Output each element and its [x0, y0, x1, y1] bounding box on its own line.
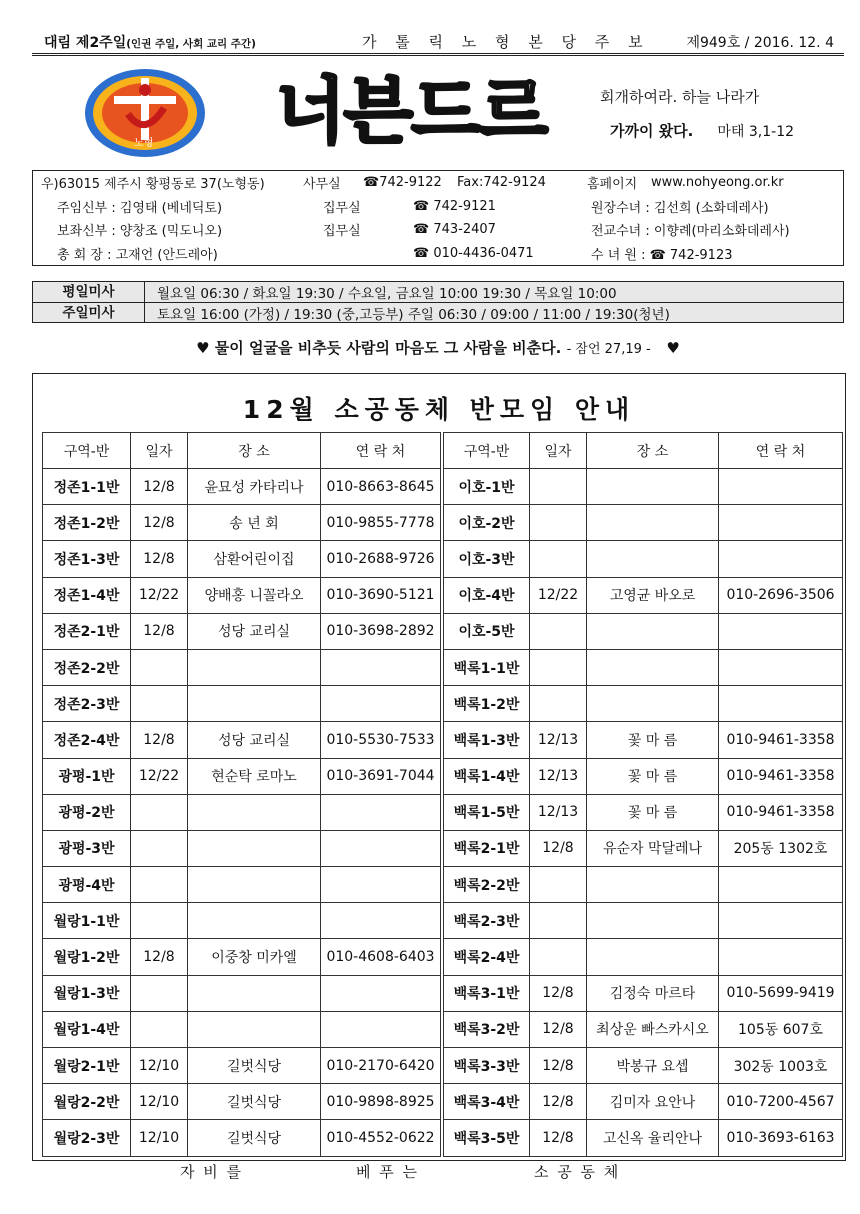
- cell-zone: 백록1-2반: [444, 686, 530, 722]
- cell-zone: 이호-1반: [444, 469, 530, 505]
- cell-date: 12/10: [131, 1048, 188, 1084]
- cell-date: 12/13: [530, 722, 587, 758]
- quote-text: ♥ 물이 얼굴을 비추듯 사람의 마음도 그 사람을 비춘다.: [196, 339, 562, 357]
- table-row: [444, 649, 843, 685]
- sister-head: 원장수녀 : 김선희 (소화데레사): [591, 200, 769, 216]
- office-label: 사무실: [303, 177, 341, 193]
- table-row: [43, 649, 441, 685]
- cell-contact: 010-2170-6420: [321, 1048, 441, 1084]
- cell-date: 12/10: [131, 1084, 188, 1120]
- cell-place: 이중창 미카엘: [188, 939, 321, 975]
- table-row: [444, 541, 843, 577]
- cell-contact: [321, 1011, 441, 1047]
- cell-zone: 월랑1-3반: [43, 975, 131, 1011]
- table-row: [43, 686, 441, 722]
- table-row: [43, 758, 441, 794]
- cell-zone: 광평-2반: [43, 794, 131, 830]
- cell-contact: 205동 1302호: [719, 830, 843, 866]
- cell-place: 현순탁 로마노: [188, 758, 321, 794]
- cell-zone: 백록2-3반: [444, 903, 530, 939]
- cell-contact: 010-3698-2892: [321, 613, 441, 649]
- table-row: [444, 1011, 843, 1047]
- table-row: [43, 1048, 441, 1084]
- cell-date: [131, 867, 188, 903]
- sunday-mass-row: [33, 302, 843, 322]
- cell-date: [530, 613, 587, 649]
- footer-word-2: 베 푸 는: [356, 1163, 420, 1181]
- cell-zone: 이호-3반: [444, 541, 530, 577]
- header-bar: [32, 30, 844, 56]
- homepage-label: 홈페이지: [587, 177, 638, 193]
- liturgical-week: [32, 32, 362, 52]
- cell-date: [530, 686, 587, 722]
- cell-zone: 이호-5반: [444, 613, 530, 649]
- cell-date: 12/8: [131, 722, 188, 758]
- cell-contact: [719, 541, 843, 577]
- footer-word-1: 자 비 를: [180, 1163, 244, 1181]
- cell-place: 유순자 막달레나: [587, 830, 719, 866]
- table-row: [444, 1084, 843, 1120]
- cell-zone: 정존1-2반: [43, 505, 131, 541]
- table-row: [43, 541, 441, 577]
- cell-contact: [321, 649, 441, 685]
- cell-contact: 010-2696-3506: [719, 577, 843, 613]
- cell-place: [188, 903, 321, 939]
- weekday-mass-row: [33, 282, 843, 302]
- cell-zone: 월랑2-3반: [43, 1120, 131, 1156]
- cell-zone: 백록2-4반: [444, 939, 530, 975]
- cell-contact: [321, 867, 441, 903]
- col-contact: 연 락 처: [719, 433, 843, 469]
- cell-contact: [719, 686, 843, 722]
- cell-date: 12/13: [530, 794, 587, 830]
- cell-place: [188, 1011, 321, 1047]
- table-row: [444, 794, 843, 830]
- cell-contact: [321, 794, 441, 830]
- table-row: [43, 794, 441, 830]
- cell-zone: 정존2-1반: [43, 613, 131, 649]
- cell-place: 길벗식당: [188, 1048, 321, 1084]
- cell-zone: 정존2-4반: [43, 722, 131, 758]
- table-header-row: [444, 433, 843, 469]
- cell-date: 12/8: [530, 975, 587, 1011]
- table-row: [43, 939, 441, 975]
- col-place: 장 소: [188, 433, 321, 469]
- info-row: [33, 218, 843, 242]
- parish-info: [32, 170, 844, 266]
- cell-place: 길벗식당: [188, 1084, 321, 1120]
- cell-place: 고영균 바오로: [587, 577, 719, 613]
- parish-logo-icon: [84, 68, 206, 158]
- table-row: [444, 903, 843, 939]
- table-row: [444, 577, 843, 613]
- cell-zone: 이호-2반: [444, 505, 530, 541]
- cell-date: [530, 541, 587, 577]
- cell-date: 12/8: [131, 469, 188, 505]
- cell-contact: [719, 613, 843, 649]
- cell-contact: 010-3691-7044: [321, 758, 441, 794]
- cell-date: [131, 649, 188, 685]
- col-zone: 구역-반: [43, 433, 131, 469]
- cell-place: [587, 541, 719, 577]
- table-row: [444, 830, 843, 866]
- cell-date: 12/8: [530, 1048, 587, 1084]
- cell-contact: 010-3690-5121: [321, 577, 441, 613]
- cell-place: [587, 939, 719, 975]
- table-row: [444, 722, 843, 758]
- cell-zone: 광평-1반: [43, 758, 131, 794]
- table-row: [43, 1084, 441, 1120]
- proverb-quote: [32, 337, 844, 358]
- cell-contact: 010-4552-0622: [321, 1120, 441, 1156]
- cell-date: 12/22: [530, 577, 587, 613]
- cell-date: [131, 686, 188, 722]
- cell-date: 12/8: [131, 541, 188, 577]
- cell-zone: 백록3-4반: [444, 1084, 530, 1120]
- footer-word-3: 소 공 동 체: [534, 1163, 621, 1181]
- cell-place: 꽃 마 름: [587, 758, 719, 794]
- cell-zone: 정존2-2반: [43, 649, 131, 685]
- cell-contact: 010-9461-3358: [719, 722, 843, 758]
- cell-date: [530, 903, 587, 939]
- cell-place: [587, 505, 719, 541]
- cell-place: 길벗식당: [188, 1120, 321, 1156]
- cell-contact: 105동 607호: [719, 1011, 843, 1047]
- cell-place: [188, 649, 321, 685]
- cell-zone: 백록3-3반: [444, 1048, 530, 1084]
- table-row: [444, 1120, 843, 1156]
- cell-zone: 광평-3반: [43, 830, 131, 866]
- assistant-room: 집무실: [323, 224, 361, 240]
- table-row: [444, 1048, 843, 1084]
- cell-contact: 010-4608-6403: [321, 939, 441, 975]
- cell-zone: 월랑1-2반: [43, 939, 131, 975]
- footer-slogan: [32, 1161, 844, 1185]
- cell-date: 12/8: [530, 1011, 587, 1047]
- cell-contact: 010-5699-9419: [719, 975, 843, 1011]
- convent: 수 녀 원 : ☎ 742-9123: [591, 247, 733, 263]
- col-contact: 연 락 처: [321, 433, 441, 469]
- col-date: 일자: [530, 433, 587, 469]
- cell-place: [587, 469, 719, 505]
- table-row: [43, 469, 441, 505]
- cell-place: [587, 867, 719, 903]
- cell-place: [587, 649, 719, 685]
- cell-zone: 백록1-1반: [444, 649, 530, 685]
- cell-date: 12/22: [131, 577, 188, 613]
- logo-text: 노형: [134, 138, 154, 149]
- cell-contact: 010-3693-6163: [719, 1120, 843, 1156]
- cell-zone: 백록2-2반: [444, 867, 530, 903]
- cell-place: 양배홍 니꼴라오: [188, 577, 321, 613]
- cell-contact: [719, 903, 843, 939]
- table-row: [43, 867, 441, 903]
- cell-contact: 010-7200-4567: [719, 1084, 843, 1120]
- cell-date: [530, 505, 587, 541]
- meeting-table-right: [443, 432, 843, 1157]
- meeting-table-left: [42, 432, 441, 1157]
- meeting-title: 12월 소공동체 반모임 안내: [242, 395, 636, 424]
- col-zone: 구역-반: [444, 433, 530, 469]
- cell-place: 최상운 빠스카시오: [587, 1011, 719, 1047]
- cell-date: [530, 649, 587, 685]
- cell-date: [131, 794, 188, 830]
- cell-contact: 010-8663-8645: [321, 469, 441, 505]
- president-tel: ☎ 010-4436-0471: [413, 245, 534, 261]
- cell-date: [530, 867, 587, 903]
- cell-contact: 010-9461-3358: [719, 794, 843, 830]
- table-row: [444, 975, 843, 1011]
- table-row: [43, 577, 441, 613]
- cell-date: [530, 469, 587, 505]
- sister-mission: 전교수녀 : 이향례(마리소화데레사): [591, 224, 790, 240]
- cell-place: 송 년 회: [188, 505, 321, 541]
- table-row: [444, 686, 843, 722]
- cell-contact: 010-5530-7533: [321, 722, 441, 758]
- cell-contact: [719, 505, 843, 541]
- verse-line-2: [600, 114, 840, 149]
- table-row: [43, 613, 441, 649]
- cell-date: [131, 830, 188, 866]
- address: 우)63015 제주시 황평동로 37(노형동): [41, 177, 265, 193]
- table-row: [43, 505, 441, 541]
- cell-contact: 010-9461-3358: [719, 758, 843, 794]
- table-row: [444, 939, 843, 975]
- cell-zone: 백록1-4반: [444, 758, 530, 794]
- cell-date: [131, 975, 188, 1011]
- cell-place: [188, 867, 321, 903]
- pastor-tel: ☎ 742-9121: [413, 198, 496, 214]
- cell-place: 윤묘성 카타리나: [188, 469, 321, 505]
- cell-zone: 월랑1-4반: [43, 1011, 131, 1047]
- cell-zone: 정존1-3반: [43, 541, 131, 577]
- cell-zone: 정존1-4반: [43, 577, 131, 613]
- gospel-verse: [600, 80, 840, 149]
- cell-zone: 월랑2-2반: [43, 1084, 131, 1120]
- cell-zone: 월랑1-1반: [43, 903, 131, 939]
- week-main: 대림 제2주일: [44, 34, 127, 51]
- cell-place: [188, 830, 321, 866]
- cell-contact: [321, 975, 441, 1011]
- cell-zone: 월랑2-1반: [43, 1048, 131, 1084]
- verse-text-2: 가까이 왔다.: [610, 122, 694, 140]
- cell-zone: 백록1-5반: [444, 794, 530, 830]
- cell-contact: 010-9855-7778: [321, 505, 441, 541]
- president: 총 회 장 : 고재언 (안드레아): [57, 247, 218, 263]
- cell-contact: [719, 469, 843, 505]
- sunday-mass-label: 주일미사: [33, 303, 145, 322]
- cell-zone: 정존2-3반: [43, 686, 131, 722]
- assistant-priest: 보좌신부 : 양창조 (믹도니오): [57, 224, 223, 240]
- table-row: [43, 975, 441, 1011]
- info-row: [33, 195, 843, 219]
- cell-place: 김정숙 마르타: [587, 975, 719, 1011]
- cell-zone: 이호-4반: [444, 577, 530, 613]
- table-row: [43, 903, 441, 939]
- office-tel: ☎742-9122: [363, 175, 442, 191]
- weekday-mass-label: 평일미사: [33, 282, 145, 302]
- cell-date: 12/8: [530, 830, 587, 866]
- cell-zone: 백록2-1반: [444, 830, 530, 866]
- mass-schedule: [32, 281, 844, 323]
- cell-date: 12/10: [131, 1120, 188, 1156]
- cell-zone: 백록3-1반: [444, 975, 530, 1011]
- heart-icon: ♥: [666, 339, 680, 357]
- table-row: [43, 1120, 441, 1156]
- assistant-tel: ☎ 743-2407: [413, 222, 496, 238]
- cell-place: 성당 교리실: [188, 613, 321, 649]
- cell-place: 꽃 마 름: [587, 722, 719, 758]
- verse-line-1: 회개하여라. 하늘 나라가: [600, 88, 760, 106]
- cell-date: 12/8: [530, 1084, 587, 1120]
- cell-zone: 백록3-5반: [444, 1120, 530, 1156]
- sunday-mass-times: 토요일 16:00 (가정) / 19:30 (중,고등부) 주일 06:30 / 09:00 / 11:00 / 19:30(청년): [157, 306, 670, 323]
- table-row: [444, 758, 843, 794]
- cell-contact: [321, 686, 441, 722]
- cell-date: 12/8: [131, 505, 188, 541]
- cell-place: 박봉규 요셉: [587, 1048, 719, 1084]
- cell-place: 성당 교리실: [188, 722, 321, 758]
- table-row: [43, 722, 441, 758]
- paper-title: 가 톨 릭 노 형 본 당 주 보: [362, 33, 650, 51]
- cell-place: [587, 613, 719, 649]
- cell-date: 12/8: [131, 939, 188, 975]
- verse-reference: 마태 3,1-12: [717, 124, 795, 140]
- pastor: 주임신부 : 김영태 (베네딕토): [57, 200, 223, 216]
- col-place: 장 소: [587, 433, 719, 469]
- cell-zone: 백록3-2반: [444, 1011, 530, 1047]
- quote-source: - 잠언 27,19 -: [566, 342, 651, 357]
- weekday-mass-times: 월요일 06:30 / 화요일 19:30 / 수요일, 금요일 10:00 19:30 / 목요일 10:00: [157, 286, 617, 302]
- cell-contact: [719, 867, 843, 903]
- table-row: [444, 867, 843, 903]
- cell-contact: [719, 939, 843, 975]
- table-header-row: [43, 433, 441, 469]
- table-row: [43, 830, 441, 866]
- cell-contact: [719, 649, 843, 685]
- table-row: [444, 505, 843, 541]
- cell-date: 12/8: [530, 1120, 587, 1156]
- cell-place: [188, 975, 321, 1011]
- cell-contact: [321, 830, 441, 866]
- cell-place: [188, 794, 321, 830]
- cell-contact: 010-9898-8925: [321, 1084, 441, 1120]
- issue-date: 제949호 / 2016. 12. 4: [686, 34, 834, 51]
- table-row: [444, 613, 843, 649]
- cell-place: 꽃 마 름: [587, 794, 719, 830]
- cell-date: 12/13: [530, 758, 587, 794]
- cell-zone: 광평-4반: [43, 867, 131, 903]
- cell-place: [587, 903, 719, 939]
- bulletin-brand: 너븐드르: [276, 69, 547, 153]
- cell-place: 고신옥 율리안나: [587, 1120, 719, 1156]
- pastor-room: 집무실: [323, 200, 361, 216]
- table-row: [444, 469, 843, 505]
- cell-place: 삼환어린이집: [188, 541, 321, 577]
- col-date: 일자: [131, 433, 188, 469]
- cell-date: 12/22: [131, 758, 188, 794]
- cell-date: [131, 1011, 188, 1047]
- cell-contact: [321, 903, 441, 939]
- cell-place: 김미자 요안나: [587, 1084, 719, 1120]
- cell-date: [131, 903, 188, 939]
- cell-zone: 정존1-1반: [43, 469, 131, 505]
- cell-contact: 010-2688-9726: [321, 541, 441, 577]
- week-sub: (인권 주일, 사회 교리 주간): [126, 37, 256, 50]
- cell-place: [587, 686, 719, 722]
- homepage-link[interactable]: www.nohyeong.or.kr: [651, 175, 784, 191]
- cell-date: [530, 939, 587, 975]
- meeting-notice: [32, 373, 846, 1161]
- info-row: [33, 171, 843, 195]
- cell-place: [188, 686, 321, 722]
- cell-zone: 백록1-3반: [444, 722, 530, 758]
- fax: Fax:742-9124: [457, 175, 546, 191]
- table-row: [43, 1011, 441, 1047]
- cell-contact: 302동 1003호: [719, 1048, 843, 1084]
- cell-date: 12/8: [131, 613, 188, 649]
- info-row: [33, 242, 843, 266]
